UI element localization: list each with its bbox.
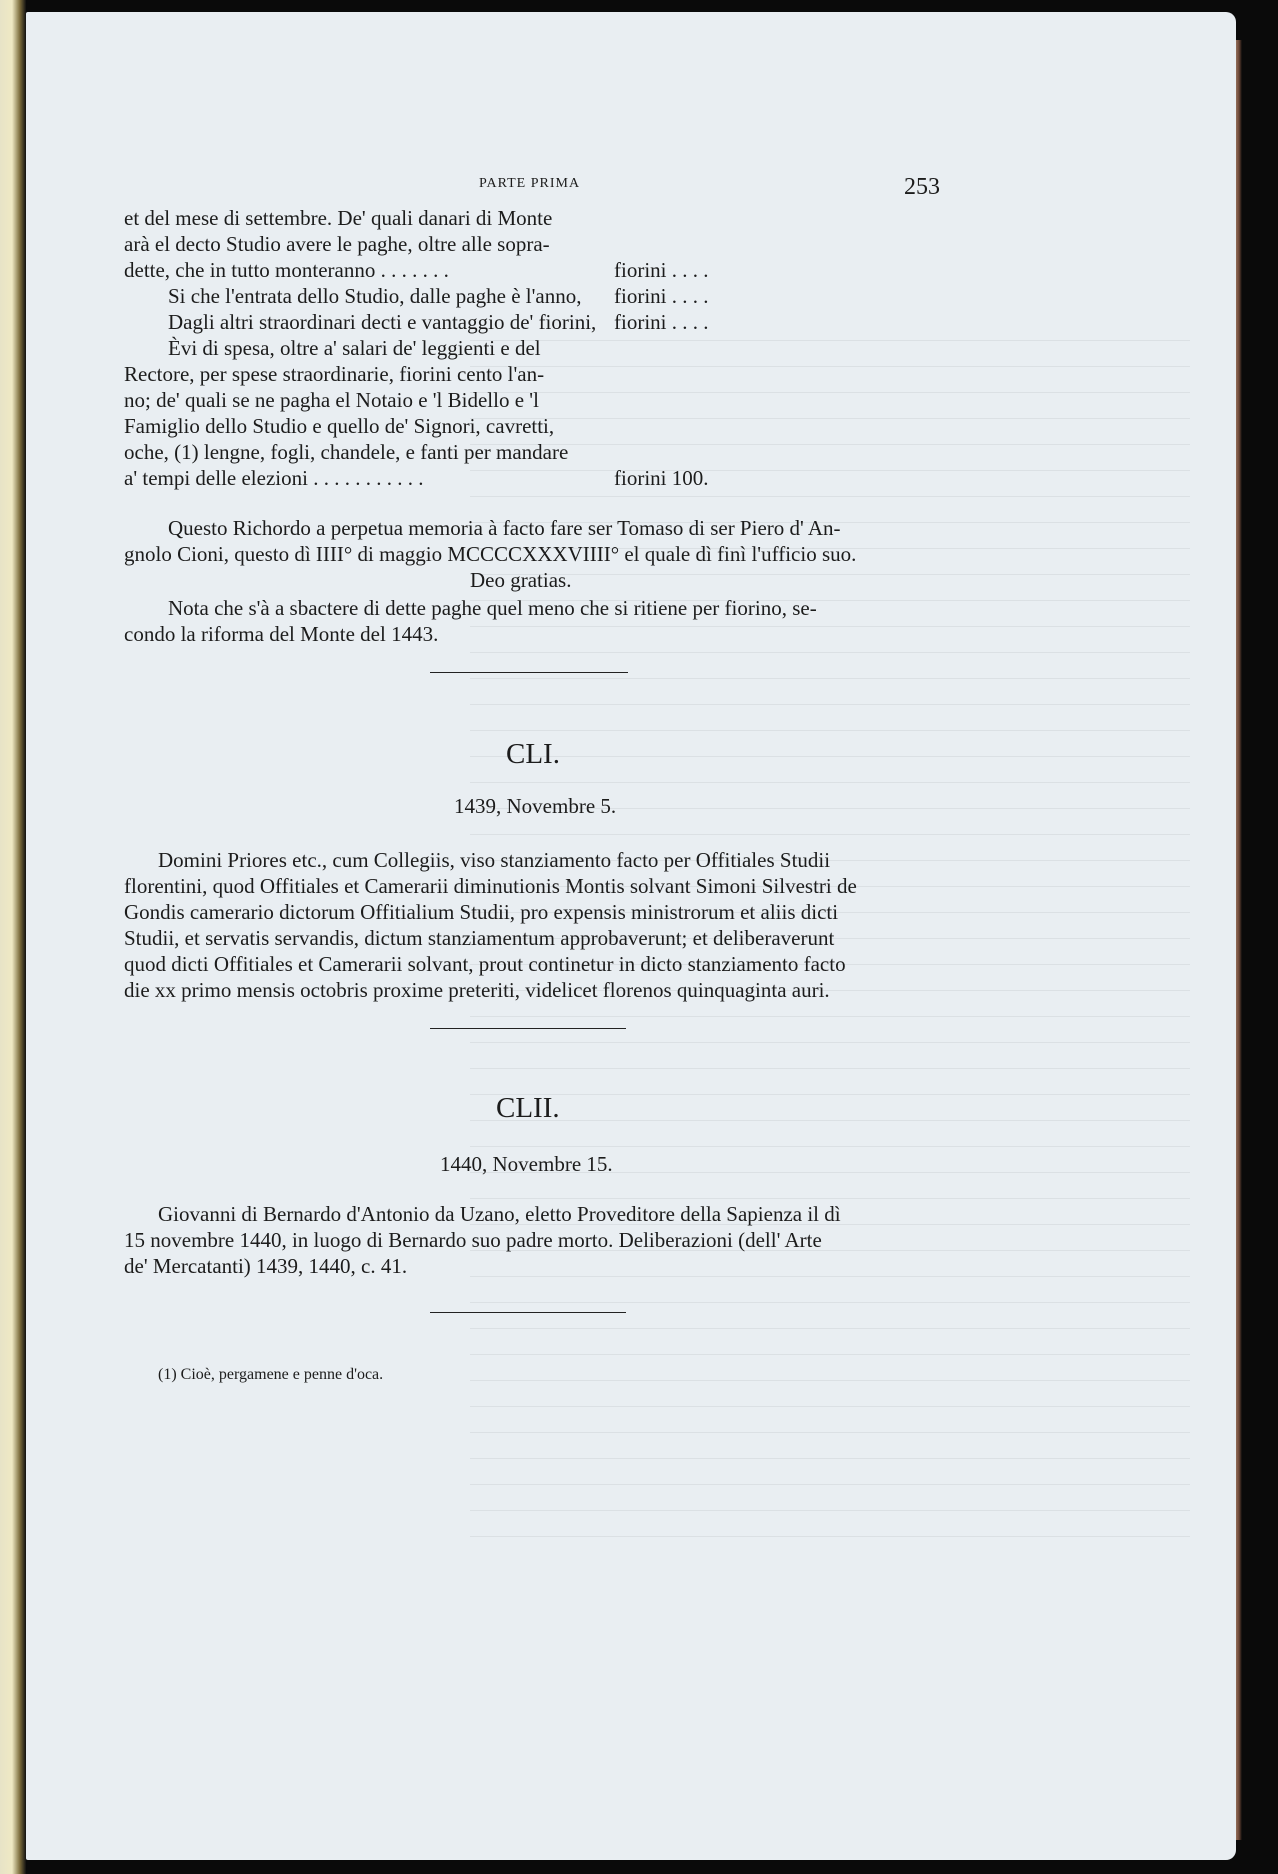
account-amount: fiorini . . . . [614, 284, 709, 308]
section-number: CLII. [496, 1092, 560, 1124]
account-line: et del mese di settembre. De' quali danari di Monte [124, 206, 553, 230]
book-spine [0, 0, 26, 1874]
account-line: Dagli altri straordinari decti e vantaggio de' fiorini, [168, 310, 597, 334]
section-divider [430, 672, 628, 673]
section-line: quod dicti Offitiales et Camerarii solvant, prout continetur in dicto stanziamento facto [124, 952, 846, 976]
account-amount: fiorini 100. [614, 466, 709, 490]
running-head: PARTE PRIMA [479, 176, 581, 191]
section-line: de' Mercatanti) 1439, 1440, c. 41. [124, 1254, 408, 1278]
closing-line: Questo Richordo a perpetua memoria à facto fare ser Tomaso di ser Piero d' An- [168, 516, 841, 540]
section-date: 1439, Novembre 5. [454, 794, 617, 818]
account-line: no; de' quali se ne pagha el Notaio e 'l Bidello e 'l [124, 388, 539, 412]
account-line: dette, che in tutto monteranno . . . . . . . [124, 258, 449, 282]
footnote-divider [430, 1312, 626, 1313]
section-line: Gondis camerario dictorum Offitialium Studii, pro expensis ministrorum et aliis dicti [124, 900, 839, 924]
section-line: florentini, quod Offitiales et Camerarii diminutionis Montis solvant Simoni Silvestri de [124, 874, 857, 898]
account-line: arà el decto Studio avere le paghe, oltre alle sopra- [124, 232, 550, 256]
section-line: Giovanni di Bernardo d'Antonio da Uzano, eletto Proveditore della Sapienza il dì [158, 1202, 841, 1226]
section-date: 1440, Novembre 15. [440, 1152, 613, 1176]
account-amount: fiorini . . . . [614, 258, 709, 282]
section-line: Studii, et servatis servandis, dictum stanziamentum approbaverunt; et deliberaverunt [124, 926, 835, 950]
account-line: Famiglio dello Studio e quello de' Signori, cavretti, [124, 414, 555, 438]
account-line: a' tempi delle elezioni . . . . . . . . . . . [124, 466, 424, 490]
page-number: 253 [904, 174, 940, 200]
section-number: CLI. [506, 738, 560, 770]
section-line: 15 novembre 1440, in luogo di Bernardo suo padre morto. Deliberazioni (dell' Arte [124, 1228, 822, 1252]
closing-line: Deo gratias. [470, 568, 572, 592]
section-line: die xx primo mensis octobris proxime preteriti, videlicet florenos quinquaginta auri. [124, 978, 830, 1002]
section-divider [430, 1028, 626, 1029]
account-line: Èvi di spesa, oltre a' salari de' leggienti e del [168, 336, 541, 360]
account-line: oche, (1) lengne, fogli, chandele, e fanti per mandare [124, 440, 569, 464]
closing-line: Nota che s'à a sbactere di dette paghe quel meno che si ritiene per fiorino, se- [168, 596, 817, 620]
closing-line: gnolo Cioni, questo dì IIII° di maggio MCCCCXXXVIIII° el quale dì finì l'ufficio suo. [124, 542, 857, 566]
footnote: (1) Cioè, pergamene e penne d'oca. [158, 1366, 384, 1383]
account-line: Rectore, per spese straordinarie, fiorini cento l'an- [124, 362, 545, 386]
account-amount: fiorini . . . . [614, 310, 709, 334]
account-line: Si che l'entrata dello Studio, dalle paghe è l'anno, [168, 284, 582, 308]
section-line: Domini Priores etc., cum Collegiis, viso stanziamento facto per Offitiales Studii [158, 848, 831, 872]
closing-line: condo la riforma del Monte del 1443. [124, 622, 439, 646]
